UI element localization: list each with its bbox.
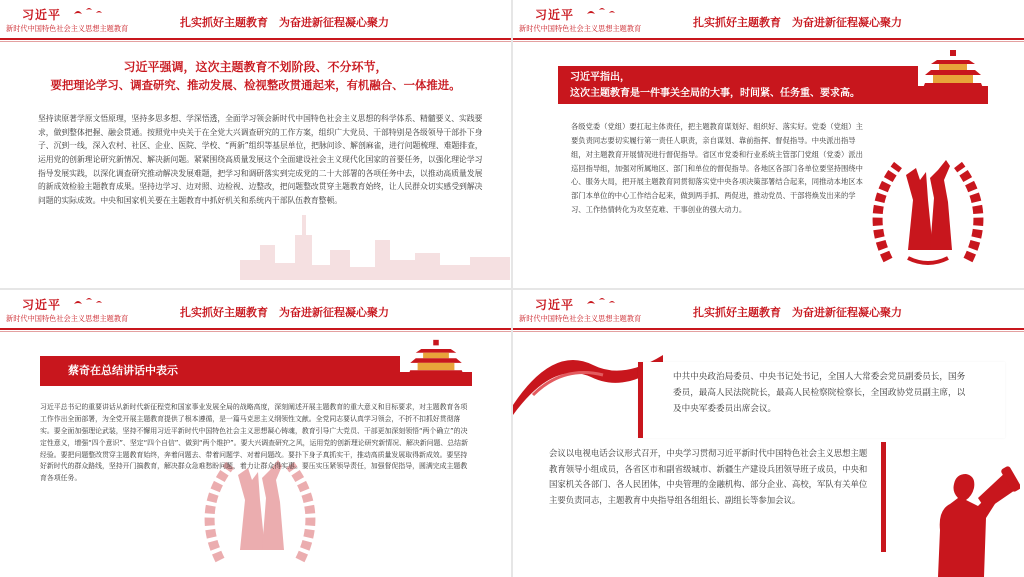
emblem-figures-icon <box>868 140 988 270</box>
header-title: 扎实抓好主题教育 为奋进新征程凝心聚力 <box>180 306 389 319</box>
banner-line-2: 这次主题教育是一件事关全局的大事，时间紧、任务重、要求高。 <box>570 88 860 99</box>
header-divider <box>0 38 511 40</box>
header-divider <box>0 328 511 330</box>
header-logo-subtitle: 新时代中国特色社会主义思想主题教育 <box>519 314 642 323</box>
quote-banner <box>558 66 918 104</box>
header-logo-subtitle: 新时代中国特色社会主义思想主题教育 <box>6 314 129 323</box>
header-logo: 习近平 <box>22 298 62 312</box>
birds-icon <box>70 4 120 20</box>
header-divider-thin <box>0 331 511 332</box>
body-text: 习近平总书记的重要讲话从新时代新征程党和国家事业发展全局的战略高度，深刻阐述开展主题教育的重大意义和目标要求，对主题教育各项工作作出全面部署，为全党开展主题教育提供了根本遵循，是一篇马克思主义纲领性文献。全党同志要认真学习领会，不折不扣抓好贯彻落实。要全面加强理论武装，坚持不懈用习近平新时代中国特色社会主义思想凝心铸魂，教育引导广大党员、干部更加深刻领悟“两个确立”的决定性意义，增强“四个意识”、坚定“四个自信”、做到“两个维护”。要大兴调查研究之风，运用党的创新理论研究新情况、解决新问题、总结新经验。要把问题整改贯穿主题教育始终，奔着问题去、带着问题学、对着问题改。要扑下身子真抓实干，推动高质量发展取得新成效。要坚持好新时代的群众路线，坚持开门搞教育，解决群众急难愁盼问题，着力让群众得实惠。要压实压紧领导责任，加强督促指导，圆满完成主题教育各项任务。 <box>40 403 468 483</box>
birds-icon <box>583 294 633 310</box>
top-panel <box>638 362 1005 438</box>
birds-icon <box>70 294 120 310</box>
paragraph-1: 中共中央政治局委员、中央书记处书记，全国人大常委会党员副委员长，国务委员，最高人民法院院长，最高人民检察院检察长，全国政协党员副主席，以及中央军委委员出席会议。 <box>673 372 966 414</box>
slide-header <box>513 0 1024 40</box>
skyline-watermark <box>240 205 510 280</box>
megaphone-figure-icon <box>908 440 1020 577</box>
birds-icon <box>583 4 633 20</box>
header-logo: 习近平 <box>22 8 62 22</box>
speaker-banner: 蔡奇在总结讲话中表示 <box>40 356 400 386</box>
headline <box>10 58 501 94</box>
body-text: 各级党委（党组）要扛起主体责任，把主题教育谋划好、组织好、落实好。党委（党组）主要负责同志要切实履行第一责任人职责，亲自谋划、靠前指挥、督促指导。中央派出指导组，对主题教育开展情况进行督促指导。省区市党委和行业系统主管部门党组（党委）派出巡回指导组，加强对所属地区、部门和单位的督促指导。各地区各部门各单位要坚持围绕中心、服务大局，把开展主题教育同贯彻落实党中央各项决策部署结合起来，同推动本地区本部门本单位的中心工作结合起来，做到两手抓、两促进，推动党员、干部将焕发出来的学习、工作热情转化为攻坚克难、干事创业的强大动力。 <box>571 122 863 215</box>
slide-header <box>513 290 1024 330</box>
header-divider-thin <box>0 41 511 42</box>
temple-icon <box>405 338 467 384</box>
slide-3 <box>0 290 511 577</box>
header-logo: 习近平 <box>535 8 575 22</box>
header-divider-thin <box>513 331 1024 332</box>
header-title: 扎实抓好主题教育 为奋进新征程凝心聚力 <box>693 306 902 319</box>
slide-header <box>0 0 511 40</box>
header-divider-thin <box>513 41 1024 42</box>
headline-line-2: 要把理论学习、调查研究、推动发展、检视整改贯通起来，有机融合、一体推进。 <box>50 77 461 92</box>
header-divider <box>513 328 1024 330</box>
headline-line-1: 习近平强调，这次主题教育不划阶段、不分环节， <box>123 60 388 74</box>
slide-2 <box>513 0 1024 288</box>
bottom-panel <box>541 442 886 552</box>
paragraph-2: 会议以电视电话会议形式召开，中央学习贯彻习近平新时代中国特色社会主义思想主题教育领导小组成员，各省区市和副省级城市、新疆生产建设兵团领导班子成员，中央和国家机关各部门、各人民团体，中央管理的金融机构、部分企业、高校，军队有关单位主要负责同志，主题教育中央指导组各组组长、副组长等参加会议。 <box>549 448 868 505</box>
banner-line-1: 习近平指出， <box>570 72 630 83</box>
header-logo-subtitle: 新时代中国特色社会主义思想主题教育 <box>6 24 129 33</box>
body-text: 坚持读原著学原文悟原理，坚持多思多想、学深悟透，全面学习领会新时代中国特色社会主义思想的科学体系、精髓要义、实践要求，做到整体把握、融会贯通。按照党中央关于在全党大兴调查研究的工作方案，组织广大党员、干部特别是各级领导干部扑下身子、沉到一线，深入农村、社区、企业、医院、学校、“两新”组织等基层单位，把脉问诊、解剖麻雀，进行问题梳理、难题排查，运用党的创新理论研究新情况、解决新问题。紧紧围绕高质量发展这个全面建设社会主义现代化国家的首要任务，以强化理论学习指导发展实践，以深化调查研究推动解决发展难题，把学习和调研落实到完成党的二十大部署的各项任务中去，以推动高质量发展的新成效检验主题教育成果。坚持边学习、边对照、边检视、边整改，把问题整改贯穿主题教育始终，让人民群众切实感受到解决问题的实际成效。中央和国家机关要在主题教育中抓好机关和系统内干部队伍教育整顿。 <box>38 114 483 205</box>
temple-icon <box>923 48 983 98</box>
slide-header <box>0 290 511 330</box>
header-title: 扎实抓好主题教育 为奋进新征程凝心聚力 <box>693 16 902 29</box>
header-title: 扎实抓好主题教育 为奋进新征程凝心聚力 <box>180 16 389 29</box>
header-logo: 习近平 <box>535 298 575 312</box>
header-logo-subtitle: 新时代中国特色社会主义思想主题教育 <box>519 24 642 33</box>
slide-4 <box>513 290 1024 577</box>
slide-1 <box>0 0 511 288</box>
header-divider <box>513 38 1024 40</box>
